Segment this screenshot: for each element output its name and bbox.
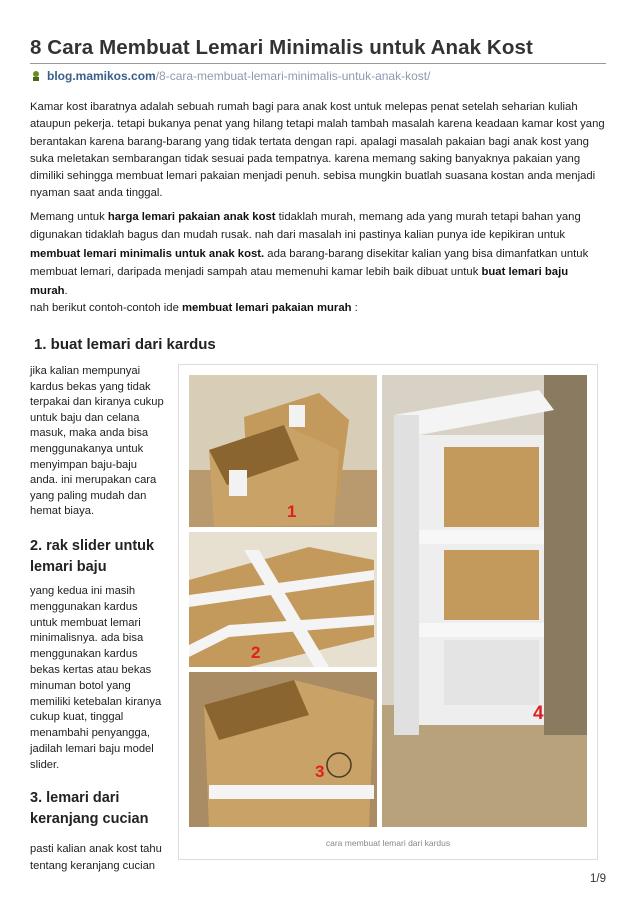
section-3-text: pasti kalian anak kost tahu tentang keranjang cucian (30, 843, 162, 872)
keyword-bold: membuat lemari minimalis untuk anak kost. (30, 247, 265, 260)
figure-frame (178, 364, 598, 860)
step-label-2: 2 (251, 643, 261, 662)
intro-paragraph-1: Kamar kost ibaratnya adalah sebuah rumah bagi para anak kost untuk melepas penat setelah seharian kuliah ataupun pekerja. tetapi bukanya penat yang hilang tetapi malah tambah masalah karena keadaan kamar kost yang berantakan karena barang-barang yang tidak tertata dengan rapi. apalagi masalah pakaian bagi anak kost yang suka meletakan sembarangan tidak sesuai pada tempatnya. karena memang saking banyaknya pakaian yang dimiliki sehingga membuat lemari pakaian menjadi penuh. sebisa mungkin buatlah suasana kostan anda menjadi nyaman saat anda tinggal. (30, 101, 605, 200)
section-1-text: jika kalian mempunyai kardus bekas yang tidak terpakai dan kiranya cukup untuk baju dan celana masuk, maka anda bisa menggunakanya untuk menyimpan baju-baju anda. ini merupakan cara yang paling mudah dan hemat biaya. (30, 365, 164, 518)
title-divider (30, 63, 606, 64)
source-domain-link[interactable]: blog.mamikos.com (47, 69, 156, 83)
figure-caption: cara membuat lemari dari kardus (325, 838, 451, 848)
source-line (30, 69, 430, 83)
page-title: 8 Cara Membuat Lemari Minimalis untuk Anak Kost (30, 36, 533, 59)
section-3-heading: 3. lemari dari keranjang cucian (30, 790, 149, 827)
keyword-bold: membuat lemari pakaian murah (181, 302, 352, 314)
intro-paragraph-3 (30, 300, 608, 317)
step-label-4: 4 (533, 703, 544, 724)
cardboard-wardrobe-photo (189, 375, 587, 827)
text-run: ada barang-barang disekitar kalian yang bisa dimanfatkan untuk membuat lemari, daripada menjadi sampah atau memenuhi kamar lebih baik dibuat untuk (30, 247, 589, 279)
text-run: : (351, 302, 358, 314)
section-2-heading: 2. rak slider untuk lemari baju (30, 538, 155, 575)
source-path-link[interactable]: /8-cara-membuat-lemari-minimalis-untuk-anak-kost/ (155, 69, 431, 83)
text-run: Memang untuk (30, 211, 108, 223)
section-2-text: yang kedua ini masih menggunakan kardus untuk membuat lemari minimalisnya. ada bisa menggunakan kardus bekas kertas atau bekas minuman botol yang memiliki ketebalan kiranya cukup kuat, tinggal menambahi penyangga, jadilah lemari baju model slider. (30, 585, 162, 771)
keyword-bold: buat lemari baju murah (30, 266, 569, 297)
section-1-heading: 1. buat lemari dari kardus (34, 336, 216, 353)
intro-paragraph-2 (30, 208, 608, 300)
step-label-1: 1 (287, 502, 297, 521)
step-label-3: 3 (315, 762, 325, 781)
text-run: . (64, 284, 68, 297)
keyword-bold: harga lemari pakaian anak kost (107, 211, 276, 223)
blog-logo-icon (30, 70, 42, 82)
text-run: nah berikut contoh-contoh ide (30, 302, 182, 314)
text-run: tidaklah murah, memang ada yang murah tetapi bahan yang digunakan tidaklah bagus dan mudah rusak. nah dari masalah ini pastinya kalian punya ide kepikiran untuk (30, 211, 581, 242)
page-number: 1/9 (590, 873, 606, 885)
